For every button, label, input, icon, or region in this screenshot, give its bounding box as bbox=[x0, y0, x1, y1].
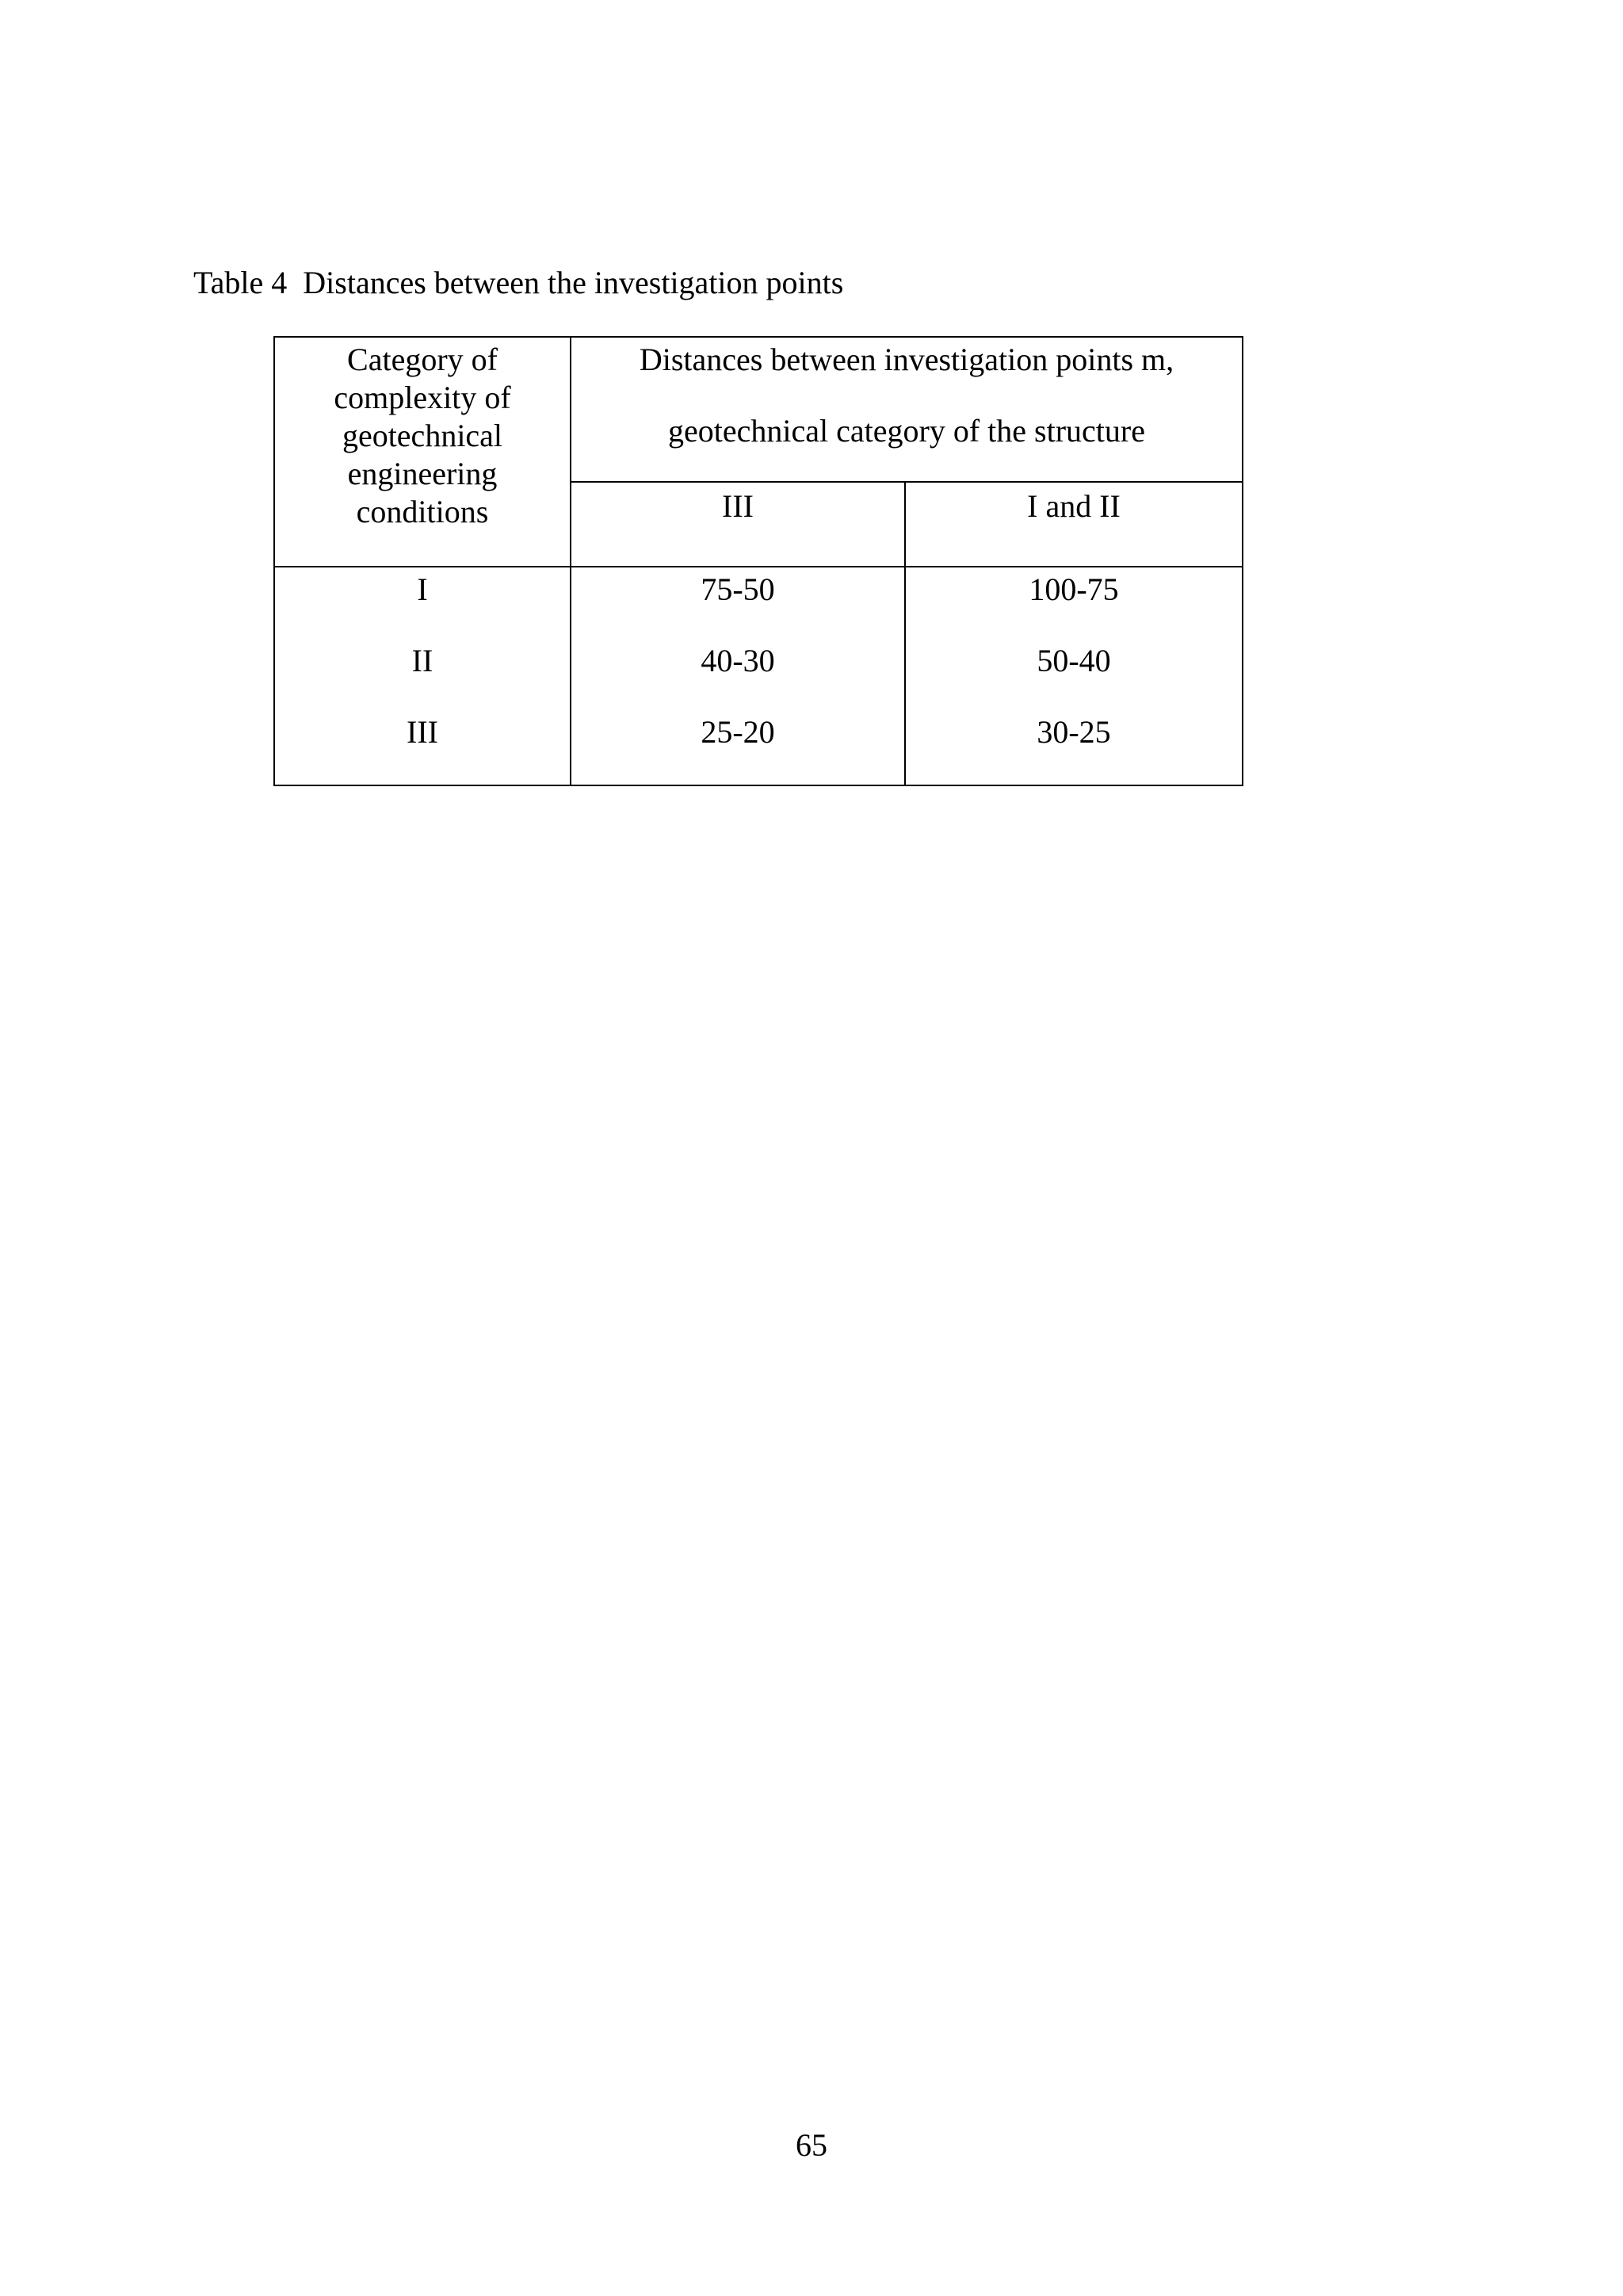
page-number: 65 bbox=[796, 2127, 827, 2163]
table-cell: II bbox=[411, 643, 433, 678]
table-cell: 50-40 bbox=[1037, 643, 1111, 678]
table-cell: 25-20 bbox=[701, 714, 775, 750]
header-distances-line2: geotechnical category of the structure bbox=[668, 413, 1145, 449]
table-cell: III bbox=[407, 714, 438, 750]
i-and-ii-column-cell bbox=[905, 567, 1243, 785]
header-category-label: Category of complexity of geotechnical engineering conditions bbox=[334, 342, 511, 529]
subheader-cell-iii bbox=[571, 482, 905, 567]
subheader-label: I and II bbox=[1027, 488, 1121, 525]
iii-column-cell bbox=[571, 567, 905, 785]
table-cell: 75-50 bbox=[701, 571, 775, 607]
distances-table bbox=[273, 336, 1243, 786]
table-cell: I bbox=[417, 571, 428, 607]
table-cell: 40-30 bbox=[701, 643, 775, 678]
table-cell: 30-25 bbox=[1037, 714, 1111, 750]
header-distances-cell bbox=[571, 337, 1243, 482]
subheader-label: III bbox=[722, 488, 754, 525]
header-distances-line1: Distances between investigation points m, bbox=[639, 342, 1174, 377]
table-cell: 100-75 bbox=[1029, 571, 1119, 607]
category-column-cell bbox=[274, 567, 571, 785]
table-body-row bbox=[274, 567, 1243, 785]
subheader-cell-i-and-ii bbox=[905, 482, 1243, 567]
table-caption: Table 4 Distances between the investigation points bbox=[193, 265, 844, 300]
header-category-cell bbox=[274, 337, 571, 567]
table-header-row bbox=[274, 337, 1243, 482]
